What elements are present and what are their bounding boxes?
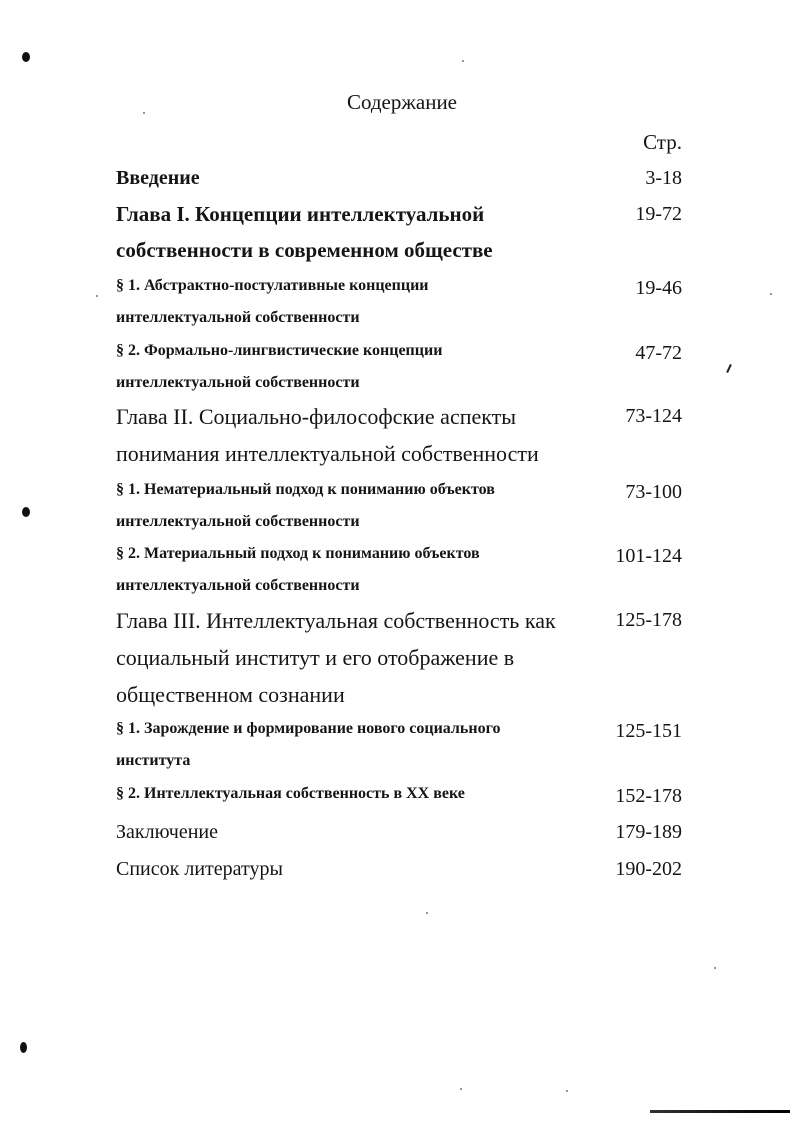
toc-entry-pages: 3-18 bbox=[645, 167, 682, 189]
page-title: Содержание bbox=[346, 90, 458, 114]
toc-entry-chapter-1-section-2 bbox=[116, 335, 682, 399]
toc-entry-text: § 1. Зарождение и формирование нового социального института bbox=[116, 720, 501, 769]
toc-entry-pages: 125-151 bbox=[615, 720, 682, 742]
punch-hole-mark-top bbox=[22, 52, 30, 62]
toc-entry-chapter-3 bbox=[116, 602, 682, 713]
toc-entry-text: § 1. Нематериальный подход к пониманию объектов интеллектуальной собственности bbox=[116, 481, 495, 530]
toc-entry-pages: 19-72 bbox=[635, 203, 682, 225]
toc-entry-chapter-2-section-2 bbox=[116, 538, 682, 602]
toc-entry-pages: 152-178 bbox=[615, 785, 682, 807]
toc-entry-pages: 19-46 bbox=[635, 277, 682, 299]
toc-entry-pages: 179-189 bbox=[615, 821, 682, 843]
page-column-header: Стр. bbox=[643, 130, 682, 154]
toc-entry-pages: 190-202 bbox=[615, 858, 682, 880]
toc-entry-text: Глава III. Интеллектуальная собственность как социальный институт и его отображение в общественном сознании bbox=[116, 608, 556, 707]
punch-hole-mark-middle bbox=[22, 507, 30, 517]
toc-entry-pages: 101-124 bbox=[615, 545, 682, 567]
toc-entry-text: § 2. Формально-лингвистические концепции интеллектуальной собственности bbox=[116, 342, 443, 391]
scan-speck bbox=[566, 1090, 568, 1092]
toc-entry-pages: 125-178 bbox=[615, 609, 682, 631]
toc-entry-text: Введение bbox=[116, 167, 200, 189]
toc-entry-text: § 1. Абстрактно-постулативные концепции интеллектуальной собственности bbox=[116, 277, 429, 326]
toc-entry-chapter-1-section-1 bbox=[116, 270, 682, 334]
toc-entry-pages: 47-72 bbox=[635, 342, 682, 364]
scan-mark bbox=[726, 364, 732, 373]
scan-speck bbox=[426, 912, 428, 914]
scan-speck bbox=[714, 967, 716, 969]
toc-entry-conclusion bbox=[116, 814, 682, 850]
toc-entry-text: Глава I. Концепции интеллектуальной собственности в современном обществе bbox=[116, 202, 493, 262]
scan-speck bbox=[96, 295, 98, 297]
toc-entry-text: Заключение bbox=[116, 821, 218, 843]
toc-entry-text: § 2. Материальный подход к пониманию объектов интеллектуальной собственности bbox=[116, 545, 480, 594]
toc-entry-pages: 73-124 bbox=[625, 405, 682, 427]
scan-speck bbox=[460, 1088, 462, 1090]
toc-entry-chapter-3-section-1 bbox=[116, 713, 682, 777]
toc-entry-chapter-2-section-1 bbox=[116, 474, 682, 538]
footer-rule bbox=[650, 1110, 790, 1113]
toc-entry-text: Список литературы bbox=[116, 858, 283, 880]
toc-entry-text: § 2. Интеллектуальная собственность в XX веке bbox=[116, 785, 465, 802]
toc-entry-chapter-1 bbox=[116, 196, 682, 268]
punch-hole-mark-bottom bbox=[20, 1042, 27, 1053]
toc-entry-text: Глава II. Социально-философские аспекты понимания интеллектуальной собственности bbox=[116, 404, 539, 466]
toc-entry-pages: 73-100 bbox=[625, 481, 682, 503]
toc-entry-introduction bbox=[116, 160, 682, 196]
toc-entry-chapter-3-section-2 bbox=[116, 778, 682, 814]
scan-speck bbox=[462, 60, 464, 62]
scan-speck bbox=[770, 293, 772, 295]
toc-entry-bibliography bbox=[116, 851, 682, 887]
toc-entry-chapter-2 bbox=[116, 398, 682, 472]
